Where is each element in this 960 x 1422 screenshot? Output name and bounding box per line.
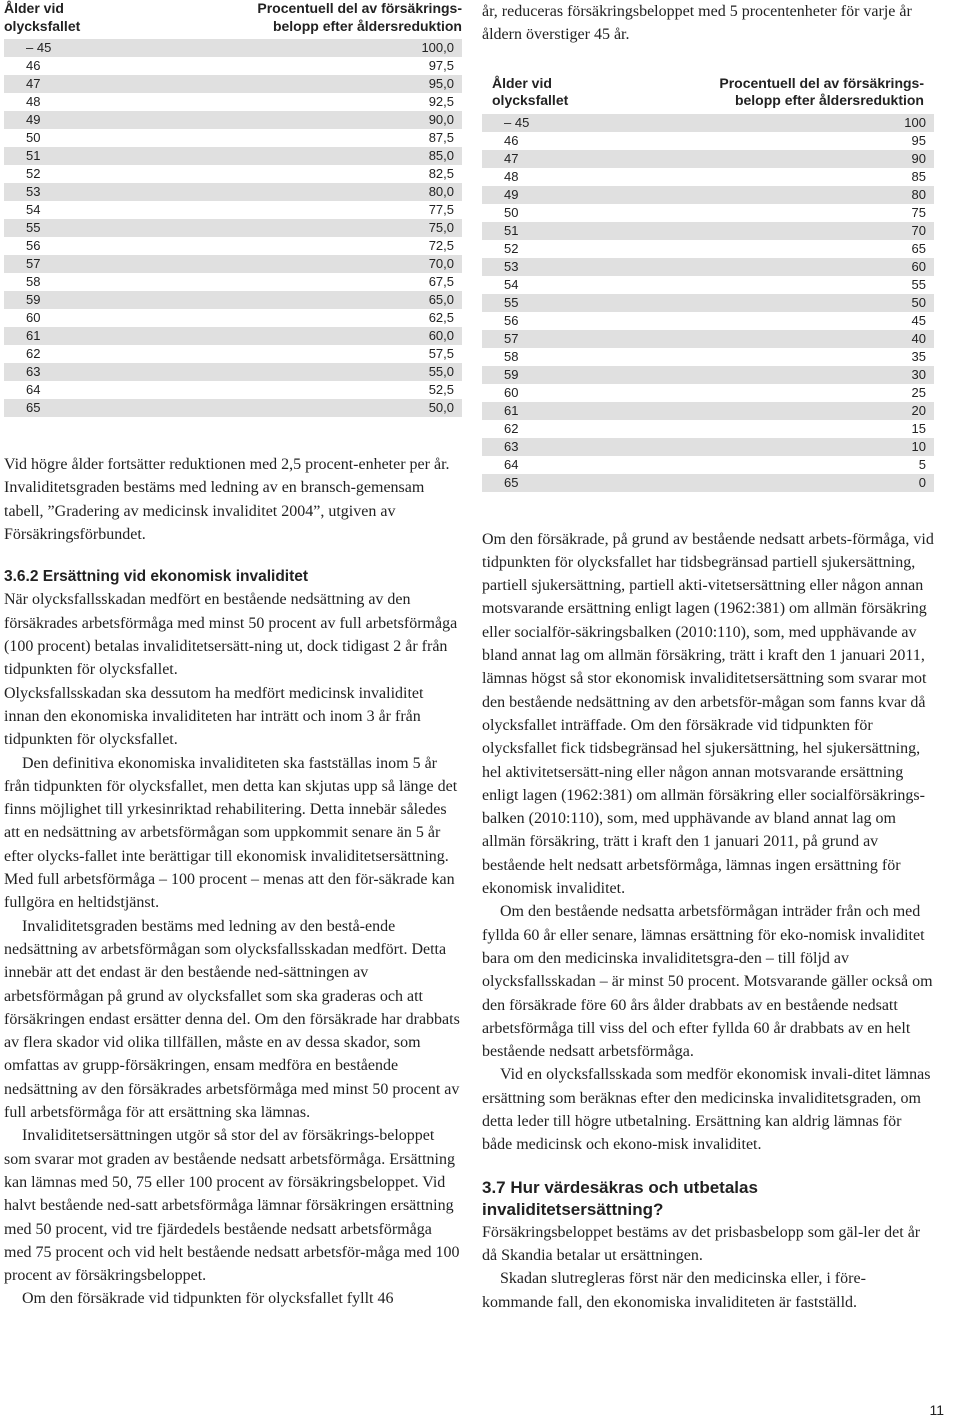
age-cell: 52 bbox=[504, 240, 519, 256]
age-cell: 48 bbox=[504, 168, 519, 184]
age-cell: 64 bbox=[504, 456, 519, 472]
age-cell: 61 bbox=[26, 328, 41, 343]
percent-cell: 60,0 bbox=[428, 328, 454, 343]
left-column bbox=[4, 0, 462, 1311]
table-row bbox=[482, 456, 934, 474]
left-age-table bbox=[4, 39, 462, 417]
percent-cell: 57,5 bbox=[428, 346, 454, 361]
age-cell: 56 bbox=[26, 238, 41, 253]
section-heading-3-6-2: 3.6.2 Ersättning vid ekonomisk invaliditet bbox=[4, 568, 309, 586]
percent-cell: 87,5 bbox=[428, 130, 454, 145]
percent-cell: 82,5 bbox=[428, 166, 454, 181]
age-cell: 53 bbox=[504, 258, 519, 274]
table-row bbox=[482, 384, 934, 402]
table-row bbox=[4, 345, 462, 363]
right-table-header-percent: Procentuell del av försäkrings- belopp efter åldersreduktion bbox=[719, 74, 924, 109]
age-cell: 60 bbox=[504, 384, 519, 400]
age-cell: 58 bbox=[504, 348, 519, 364]
table-row bbox=[482, 474, 934, 492]
percent-cell: 92,5 bbox=[428, 94, 454, 109]
age-cell: – 45 bbox=[26, 40, 52, 55]
table-row bbox=[4, 381, 462, 399]
percent-cell: 10 bbox=[911, 438, 926, 454]
percent-cell: 100,0 bbox=[421, 40, 454, 55]
age-cell: 52 bbox=[26, 166, 41, 181]
age-cell: 59 bbox=[26, 292, 41, 307]
right-age-table bbox=[482, 114, 934, 492]
percent-cell: 30 bbox=[911, 366, 926, 382]
table-row bbox=[4, 255, 462, 273]
percent-cell: 50,0 bbox=[428, 400, 454, 415]
page-number: 11 bbox=[929, 1402, 944, 1418]
age-cell: 56 bbox=[504, 312, 519, 328]
table-row bbox=[4, 399, 462, 417]
age-cell: 62 bbox=[504, 420, 519, 436]
percent-cell: 62,5 bbox=[428, 310, 454, 325]
table-row bbox=[482, 294, 934, 312]
percent-cell: 75,0 bbox=[428, 220, 454, 235]
age-cell: 51 bbox=[26, 148, 41, 163]
age-cell: 65 bbox=[26, 400, 41, 415]
table-row bbox=[4, 57, 462, 75]
age-cell: 57 bbox=[504, 330, 519, 346]
table-row bbox=[482, 366, 934, 384]
table-row bbox=[4, 273, 462, 291]
percent-cell: 67,5 bbox=[428, 274, 454, 289]
left-paragraph-2: Invaliditetsgraden bestäms med ledning av en bransch-gemensam tabell, ”Gradering av medicinsk invaliditet 2004”, utgiven av Försäkringsförbundet. bbox=[4, 479, 425, 543]
table-row bbox=[4, 165, 462, 183]
percent-cell: 75 bbox=[911, 204, 926, 220]
percent-cell: 65 bbox=[911, 240, 926, 256]
percent-cell: 97,5 bbox=[428, 58, 454, 73]
age-cell: 49 bbox=[26, 112, 41, 127]
right-body bbox=[482, 528, 934, 1314]
age-cell: 54 bbox=[504, 276, 519, 292]
right-column bbox=[482, 0, 934, 1314]
table-row bbox=[482, 222, 934, 240]
age-cell: 63 bbox=[26, 364, 41, 379]
table-row bbox=[482, 258, 934, 276]
percent-cell: 55 bbox=[911, 276, 926, 292]
percent-cell: 95 bbox=[911, 132, 926, 148]
left-paragraph-3: När olycksfallsskadan medfört en bestående nedsättning av den försäkrades arbetsförmåga med minst 50 procent av full arbetsförmåga (100 procent) betalas invaliditetsersätt-ning ut, dock tidigast 2 år från tidpunkten för olycksfallet. bbox=[4, 591, 458, 679]
age-cell: 49 bbox=[504, 186, 519, 202]
left-table-header-age: Ålder vid olycksfallet bbox=[4, 0, 81, 34]
table-row bbox=[4, 363, 462, 381]
table-row bbox=[482, 420, 934, 438]
right-table-header bbox=[482, 75, 934, 114]
age-cell: 54 bbox=[26, 202, 41, 217]
age-cell: 46 bbox=[504, 132, 519, 148]
age-cell: 51 bbox=[504, 222, 519, 238]
age-cell: 50 bbox=[504, 204, 519, 220]
percent-cell: 60 bbox=[911, 258, 926, 274]
table-row bbox=[482, 204, 934, 222]
age-cell: 46 bbox=[26, 58, 41, 73]
left-paragraph-6: Med full arbetsförmåga – 100 procent – menas att den för-säkrade kan fullgöra en heltidstjänst. bbox=[4, 871, 455, 912]
age-cell: 55 bbox=[504, 294, 519, 310]
table-row bbox=[482, 276, 934, 294]
age-cell: 48 bbox=[26, 94, 41, 109]
percent-cell: 80,0 bbox=[428, 184, 454, 199]
section-heading-3-7: 3.7 Hur värdesäkras och utbetalas invaliditetsersättning? bbox=[482, 1177, 758, 1219]
left-paragraph-1: Vid högre ålder fortsätter reduktionen med 2,5 procent-enheter per år. bbox=[4, 456, 450, 473]
percent-cell: 80 bbox=[911, 186, 926, 202]
table-row bbox=[4, 237, 462, 255]
age-cell: 64 bbox=[26, 382, 41, 397]
table-row bbox=[482, 150, 934, 168]
left-paragraph-4: Olycksfallsskadan ska dessutom ha medfört medicinsk invaliditet innan den ekonomiska invaliditeten har inträtt och inom 3 år från tidpunkten för olycksfallet. bbox=[4, 684, 424, 749]
table-row bbox=[482, 348, 934, 366]
table-row bbox=[4, 201, 462, 219]
right-paragraph-3: Vid en olycksfallsskada som medför ekonomisk invali-ditet lämnas ersättning som beräknas efter den medicinska invaliditetsgraden, om detta leder till högre utbetalning. Ersättning kan aldrig lämnas för både medicinsk och ekono-misk invaliditet. bbox=[482, 1066, 931, 1154]
percent-cell: 85 bbox=[911, 168, 926, 184]
percent-cell: 70 bbox=[911, 222, 926, 238]
table-row bbox=[482, 312, 934, 330]
percent-cell: 15 bbox=[911, 420, 926, 436]
table-row bbox=[4, 327, 462, 345]
age-cell: 47 bbox=[504, 150, 519, 166]
left-table-header-percent: Procentuell del av försäkrings- belopp efter åldersreduktion bbox=[257, 0, 462, 34]
table-row bbox=[482, 240, 934, 258]
percent-cell: 70,0 bbox=[428, 256, 454, 271]
age-cell: 55 bbox=[26, 220, 41, 235]
table-row bbox=[4, 147, 462, 165]
table-row bbox=[482, 132, 934, 150]
percent-cell: 52,5 bbox=[428, 382, 454, 397]
percent-cell: 95,0 bbox=[428, 76, 454, 91]
table-row bbox=[4, 291, 462, 309]
age-cell: 59 bbox=[504, 366, 519, 382]
left-table-header bbox=[4, 0, 462, 39]
percent-cell: 65,0 bbox=[428, 292, 454, 307]
percent-cell: 0 bbox=[918, 474, 926, 490]
age-cell: 53 bbox=[26, 184, 41, 199]
percent-cell: 40 bbox=[911, 330, 926, 346]
right-paragraph-5: Skadan slutregleras först när den medicinska eller, i före-kommande fall, den ekonomiska invaliditeten är fastställd. bbox=[482, 1270, 866, 1311]
table-row bbox=[4, 309, 462, 327]
table-row bbox=[4, 93, 462, 111]
age-cell: 58 bbox=[26, 274, 41, 289]
percent-cell: 50 bbox=[911, 294, 926, 310]
left-body bbox=[4, 453, 462, 1311]
percent-cell: 45 bbox=[911, 312, 926, 328]
right-table-header-age: Ålder vid olycksfallet bbox=[492, 74, 569, 109]
left-paragraph-8: Invaliditetsersättningen utgör så stor del av försäkrings-beloppet som svarar mot graden av bestående nedsatt arbetsförmåga. Ersättning kan lämnas med 50, 75 eller 100 procent av försäkringsbeloppet. Vid halvt bestående ned-satt arbetsförmåga lämnar försäkringen ersättning med 50 procent, vid tre fjärdedels bestående nedsatt arbetsförmåga med 75 procent och vid helt bestående nedsatt arbetsför-måga med 100 procent av försäkringsbeloppet. bbox=[4, 1127, 460, 1285]
age-cell: 63 bbox=[504, 438, 519, 454]
right-paragraph-1: Om den försäkrade, på grund av bestående nedsatt arbets-förmåga, vid tidpunkten för olycksfallet har tidsbegränsad partiell sjukersättning, partiell sjukersättning, partiell akti-vitetsersättning eller någon annan motsvarande ersättning enligt lagen (1962:381) om allmän försäkring eller socialför-säkringsbalken (2010:110), som, med upphävande av bland annat lag om allmän försäkring, trätt i kraft den 1 januari 2011, lämnas högst så stor ekonomisk invaliditetsersättning som svarar mot den bestående nedsättning av den arbetsför-mågan som fanns kvar då olycksfallet inträffade. Om den försäkrade vid tidpunkten för olycksfallet fick tidsbegränsad hel sjukersättning, hel sjukersättning, hel aktivitetsersätt-ning eller någon annan motsvarande ersättning enligt lagen (1962:381) om allmän försäkring eller socialförsäkrings-balken (2010:110), som, med upphävande av bland annat lag om allmän försäkring, trätt i kraft den 1 januari 2011, på grund av bestående helt nedsatt arbetsförmåga, lämnas ingen ersättning för ekonomisk invaliditet. bbox=[482, 530, 934, 898]
table-row bbox=[4, 129, 462, 147]
percent-cell: 35 bbox=[911, 348, 926, 364]
age-cell: 47 bbox=[26, 76, 41, 91]
age-cell: – 45 bbox=[504, 114, 530, 130]
percent-cell: 90,0 bbox=[428, 112, 454, 127]
percent-cell: 77,5 bbox=[428, 202, 454, 217]
table-row bbox=[4, 111, 462, 129]
percent-cell: 25 bbox=[911, 384, 926, 400]
percent-cell: 100 bbox=[904, 114, 926, 130]
percent-cell: 72,5 bbox=[428, 238, 454, 253]
age-cell: 65 bbox=[504, 474, 519, 490]
percent-cell: 55,0 bbox=[428, 364, 454, 379]
left-paragraph-5: Den definitiva ekonomiska invaliditeten ska fastställas inom 5 år från tidpunkten för olycksfallet, men detta kan skjutas upp så länge det finns möjlighet till yrkesinriktad rehabilitering. Detta innebär således att en nedsättning av arbetsförmågan som uppkommit senare än 5 år efter olycks-fallet inte berättigar till ekonomisk invaliditetsersättning. bbox=[4, 754, 458, 865]
percent-cell: 85,0 bbox=[428, 148, 454, 163]
right-paragraph-4: Försäkringsbeloppet bestäms av det prisbasbelopp som gäl-ler det år då Skandia betalar ut ersättningen. bbox=[482, 1223, 921, 1264]
table-row bbox=[482, 168, 934, 186]
age-cell: 61 bbox=[504, 402, 519, 418]
table-row bbox=[482, 114, 934, 132]
age-cell: 62 bbox=[26, 346, 41, 361]
table-row bbox=[4, 75, 462, 93]
left-paragraph-7: Invaliditetsgraden bestäms med ledning av den bestå-ende nedsättning av arbetsförmågan som olycksfallsskadan medfört. Detta innebär att det endast är den bestående ned-sättningen av arbetsförmågan på grund av olycksfallet som ska graderas och att försäkringen endast ersätter denna del. Om den försäkrade har drabbats av flera skador vid olika tillfällen, måste en av dessa skador, som omfattas av grupp-försäkringen, ensam medföra en bestående nedsättning av den försäkrades arbetsförmåga med minst 50 procent av full arbetsförmåga för att ersättning ska lämnas. bbox=[4, 917, 460, 1122]
left-paragraph-9: Om den försäkrade vid tidpunkten för olycksfallet fyllt 46 bbox=[22, 1290, 394, 1308]
percent-cell: 5 bbox=[918, 456, 926, 472]
age-cell: 57 bbox=[26, 256, 41, 271]
age-cell: 50 bbox=[26, 130, 41, 145]
right-paragraph-top: år, reduceras försäkringsbeloppet med 5 procentenheter för varje år åldern överstiger 45 år. bbox=[482, 3, 912, 44]
age-cell: 60 bbox=[26, 310, 41, 325]
table-row bbox=[4, 39, 462, 57]
table-row bbox=[4, 219, 462, 237]
table-row bbox=[482, 402, 934, 420]
right-paragraph-2: Om den bestående nedsatta arbetsförmågan inträder från och med fyllda 60 år eller senare, lämnas ersättning för eko-nomisk invaliditet bara om den medicinska invaliditetsgra-den – till följd av olycksfallsskadan – är minst 50 procent. Motsvarande gäller också om den försäkrade före 60 års ålder drabbats av en bestående nedsatt arbetsförmåga till viss del och efter fyllda 60 år drabbats av en helt bestående nedsatt arbetsförmåga. bbox=[482, 903, 933, 1061]
table-row bbox=[4, 183, 462, 201]
table-row bbox=[482, 330, 934, 348]
percent-cell: 90 bbox=[911, 150, 926, 166]
table-row bbox=[482, 438, 934, 456]
table-row bbox=[482, 186, 934, 204]
percent-cell: 20 bbox=[911, 402, 926, 418]
